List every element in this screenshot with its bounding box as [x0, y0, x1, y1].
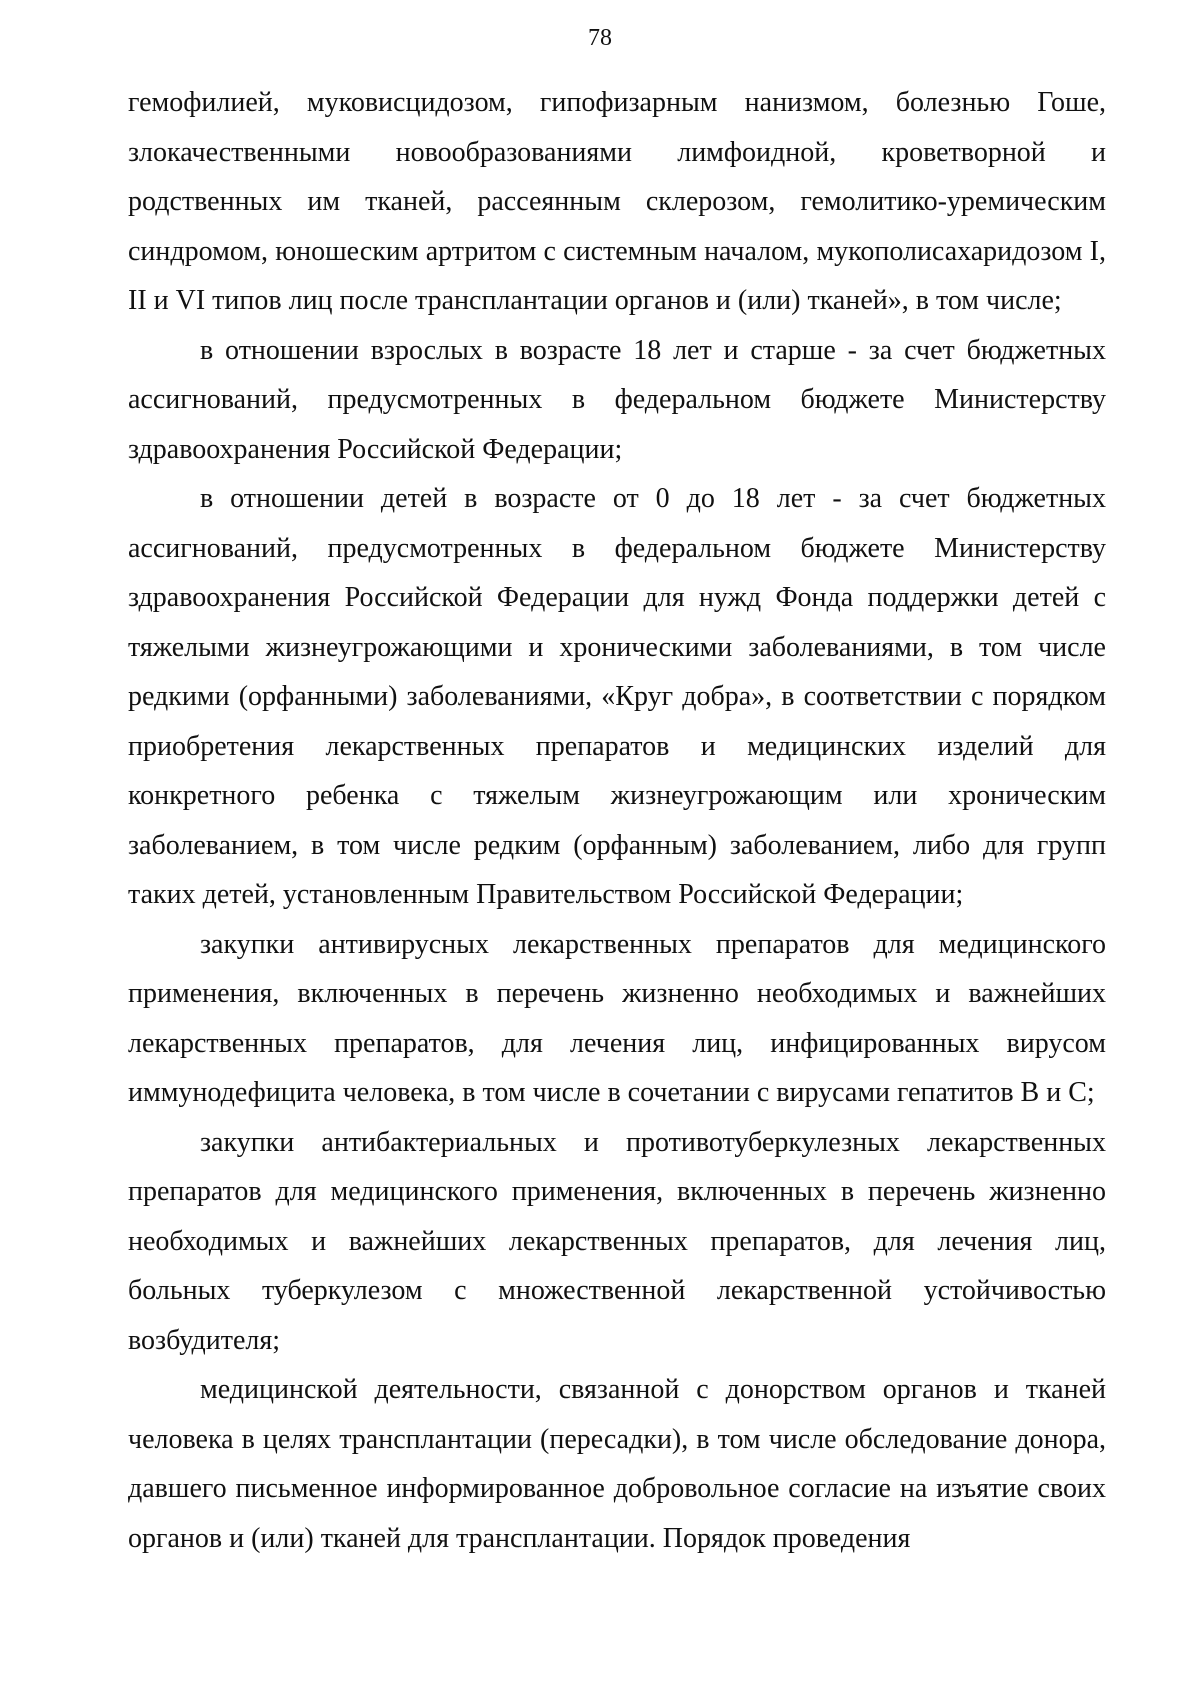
page-number: 78	[588, 25, 612, 51]
paragraph-continuation: гемофилией, муковисцидозом, гипофизарным нанизмом, болезнью Гоше, злокачественными новообразованиями лимфоидной, кроветворной и родственных им тканей, рассеянным склерозом, гемолитико-уремическим синдромом, юношеским артритом с системным началом, мукополисахаридозом I, II и VI типов лиц после трансплантации органов и (или) тканей», в том числе;	[128, 87, 1106, 316]
paragraph-antiviral-purchase: закупки антивирусных лекарственных препаратов для медицинского применения, включенных в перечень жизненно необходимых и важнейших лекарственных препаратов, для лечения лиц, инфицированных вирусом иммунодефицита человека, в том числе в сочетании с вирусами гепатитов В и С;	[128, 928, 1106, 1108]
paragraph-children: в отношении детей в возрасте от 0 до 18 лет - за счет бюджетных ассигнований, предусмотренных в федеральном бюджете Министерству здравоохранения Российской Федерации для нужд Фонда поддержки детей с тяжелыми жизнеугрожающими и хроническими заболеваниями, в том числе редкими (орфанными) заболеваниями, «Круг добра», в соответствии с порядком приобретения лекарственных препаратов и медицинских изделий для конкретного ребенка с тяжелым жизнеугрожающим или хроническим заболеванием, в том числе редким (орфанным) заболеванием, либо для групп таких детей, установленным Правительством Российской Федерации;	[128, 483, 1106, 910]
paragraph-organ-donation: медицинской деятельности, связанной с донорством органов и тканей человека в целях трансплантации (пересадки), в том числе обследование донора, давшего письменное информированное добровольное согласие на изъятие своих органов и (или) тканей для трансплантации. Порядок проведения	[128, 1374, 1106, 1554]
paragraph-antibacterial-purchase: закупки антибактериальных и противотуберкулезных лекарственных препаратов для медицинского применения, включенных в перечень жизненно необходимых и важнейших лекарственных препаратов, для лечения лиц, больных туберкулезом с множественной лекарственной устойчивостью возбудителя;	[128, 1126, 1106, 1356]
document-body	[128, 78, 1106, 1563]
paragraph-adults: в отношении взрослых в возрасте 18 лет и старше - за счет бюджетных ассигнований, предусмотренных в федеральном бюджете Министерству здравоохранения Российской Федерации;	[128, 334, 1106, 465]
